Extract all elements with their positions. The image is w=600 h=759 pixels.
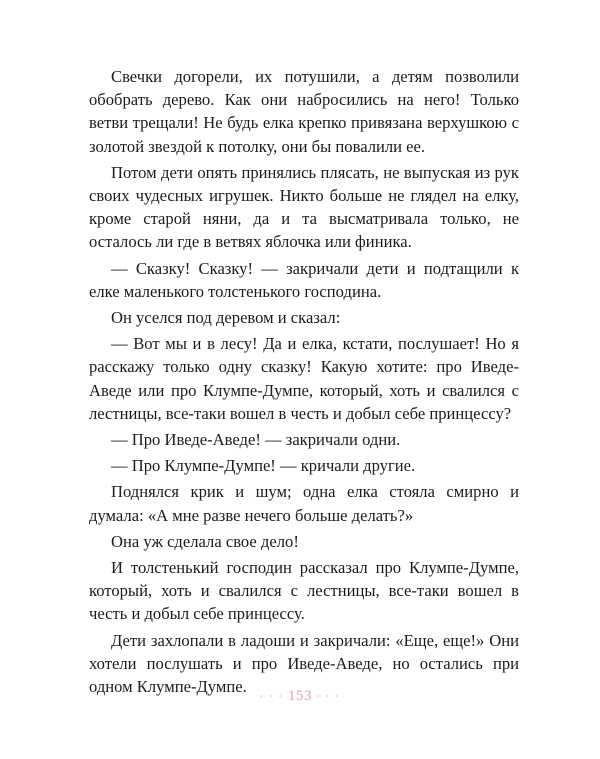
paragraph: — Вот мы и в лесу! Да и елка, кстати, послушает! Но я расскажу только одну сказку! Какую хотите: про Иведе-Аведе или про Клумпе-Думпе, который, хоть и свалился с лестницы, все-таки вошел в честь и добыл себе принцессу? <box>89 334 519 423</box>
ornament-left-icon: • • • <box>259 691 284 702</box>
page-number: 153 <box>288 688 312 704</box>
paragraph: — Сказку! Сказку! — закричали дети и подтащили к елке маленького толстенького господина. <box>89 258 519 301</box>
paragraph: Свечки догорели, их потушили, а детям позволили обобрать дерево. Как они набросились на него! Только ветви трещали! Не будь елка крепко привязана верхушкою с золотой звездой к потолку, они бы повалили ее. <box>89 67 519 156</box>
paragraph: Поднялся крик и шум; одна елка стояла смирно и думала: «А мне разве нечего больше делать?» <box>89 482 519 525</box>
body-text <box>89 65 519 698</box>
page-number-footer <box>0 688 600 705</box>
paragraph: Потом дети опять принялись плясать, не выпуская из рук своих чудесных игрушек. Никто больше не глядел на елку, кроме старой няни, да и та высматривала только, не осталось ли где в ветвях яблочка или финика. <box>89 162 519 252</box>
ornament-right-icon: • • • <box>316 691 341 702</box>
paragraph: — Про Клумпе-Думпе! — кричали другие. <box>111 456 416 476</box>
paragraph: И толстенький господин рассказал про Клумпе-Думпе, который, хоть и свалился с лестницы, все-таки вошел в честь и добыл себе принцессу. <box>89 558 519 624</box>
paragraph: Он уселся под деревом и сказал: <box>111 308 341 328</box>
paragraph: Она уж сделала свое дело! <box>111 531 299 551</box>
paragraph: — Про Иведе-Аведе! — закричали одни. <box>111 430 401 450</box>
paragraph: Дети захлопали в ладоши и закричали: «Еще, еще!» Они хотели послушать и про Иведе-Аведе, но остались при одном Клумпе-Думпе. <box>89 630 519 697</box>
